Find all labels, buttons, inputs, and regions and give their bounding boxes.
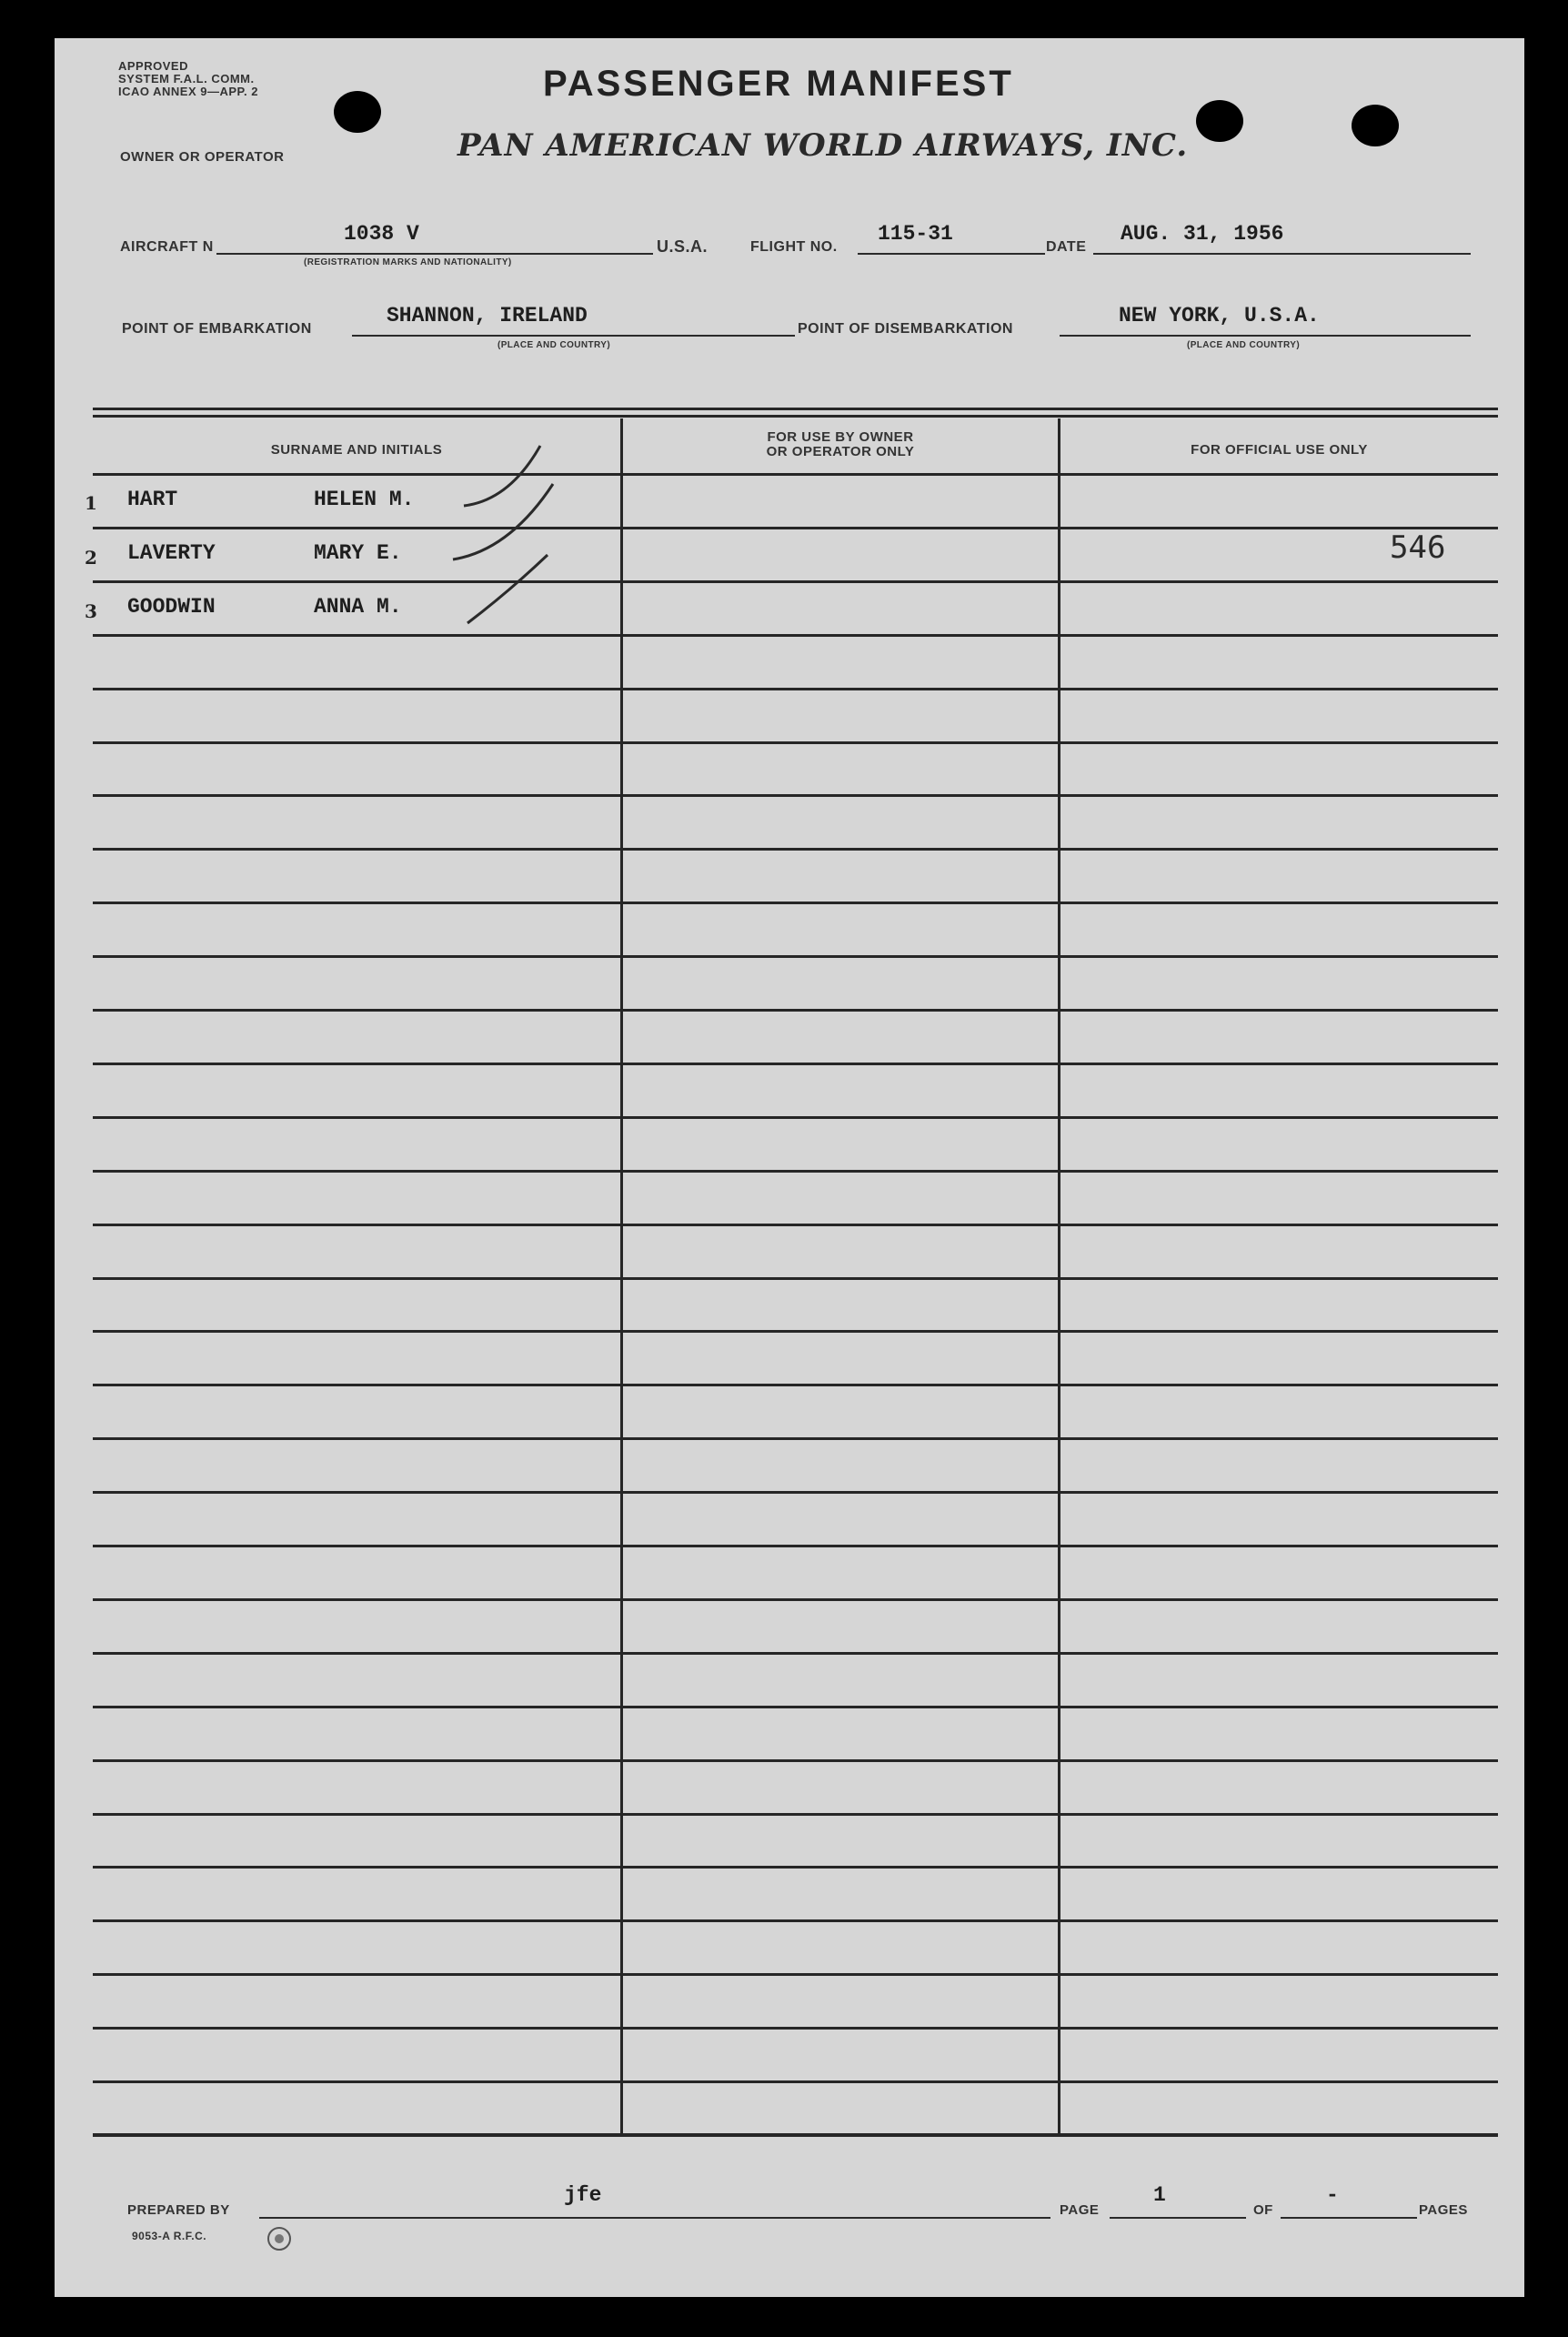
table-rule-line [93, 634, 1498, 637]
pages-label: PAGES [1419, 2202, 1468, 2218]
date-value: AUG. 31, 1956 [1121, 222, 1284, 246]
table-rule-line [93, 1866, 1498, 1869]
embarkation-underline [352, 335, 795, 337]
of-underline [1281, 2217, 1417, 2219]
table-rule-line [93, 1063, 1498, 1065]
col-header-official: FOR OFFICIAL USE ONLY [1191, 442, 1368, 458]
passenger-surname: HART [127, 488, 178, 511]
check-mark-icon [464, 446, 540, 506]
disembarkation-value: NEW YORK, U.S.A. [1119, 304, 1320, 327]
official-use-value: 546 [1390, 529, 1446, 566]
disembarkation-underline [1060, 335, 1471, 337]
table-rule-line [93, 527, 1498, 529]
punch-hole-right-1 [1196, 100, 1243, 142]
of-value: - [1326, 2183, 1339, 2207]
table-rule-line [93, 1437, 1498, 1440]
aircraft-underline [216, 253, 653, 255]
table-rule-line [93, 1545, 1498, 1547]
seal-inner-dot [275, 2234, 284, 2243]
table-rule-line [93, 1706, 1498, 1708]
approval-line-1: APPROVED [118, 59, 188, 73]
embarkation-value: SHANNON, IRELAND [387, 304, 588, 327]
col-header-owner-line2: OR OPERATOR ONLY [766, 444, 915, 459]
col-header-surname: SURNAME AND INITIALS [270, 442, 443, 458]
table-rule-line [93, 1224, 1498, 1226]
approval-line-3: ICAO ANNEX 9—APP. 2 [118, 85, 258, 98]
table-rule-line [93, 580, 1498, 583]
table-rule-line [93, 1170, 1498, 1173]
check-marks [446, 437, 573, 637]
passenger-given-name: ANNA M. [314, 595, 402, 619]
form-title: PASSENGER MANIFEST [543, 64, 1014, 104]
of-label: OF [1253, 2202, 1273, 2218]
table-rule-line [93, 1277, 1498, 1280]
check-mark-icon [453, 484, 553, 559]
table-rule-line [93, 1598, 1498, 1601]
owner-label: OWNER OR OPERATOR [120, 149, 285, 165]
passenger-given-name: HELEN M. [314, 488, 415, 511]
embarkation-label: POINT OF EMBARKATION [122, 321, 312, 337]
row-number: 2 [85, 547, 97, 569]
prepared-by-underline [259, 2217, 1050, 2219]
table-rule-line [93, 688, 1498, 690]
manifest-sheet [55, 38, 1524, 2297]
table-rule-line [93, 1973, 1498, 1976]
table-rule-line [93, 1919, 1498, 1922]
table-rule-line [93, 1491, 1498, 1494]
table-top-rule [93, 408, 1498, 410]
page-underline [1110, 2217, 1246, 2219]
row-number: 3 [85, 600, 97, 622]
prepared-by-value: jfe [564, 2183, 602, 2207]
flight-value: 115-31 [878, 222, 953, 246]
table-top-rule-2 [93, 415, 1498, 418]
table-rule-line [93, 794, 1498, 797]
table-rule-line [93, 2080, 1498, 2083]
table-rule-line [93, 848, 1498, 851]
row-number: 1 [85, 492, 97, 514]
passenger-given-name: MARY E. [314, 541, 402, 565]
date-label: DATE [1046, 239, 1087, 255]
page-value: 1 [1153, 2183, 1166, 2207]
punch-hole-left [334, 91, 381, 133]
usa-label: U.S.A. [657, 237, 709, 256]
column-divider-2 [1058, 418, 1060, 2133]
prepared-by-label: PREPARED BY [127, 2202, 230, 2218]
table-bottom-rule [93, 2133, 1498, 2137]
table-rule-line [93, 1652, 1498, 1655]
column-divider-1 [620, 418, 623, 2133]
aircraft-label: AIRCRAFT N [120, 239, 214, 255]
form-number: 9053-A R.F.C. [132, 2230, 207, 2242]
approval-line-2: SYSTEM F.A.L. COMM. [118, 72, 255, 86]
passenger-surname: LAVERTY [127, 541, 216, 565]
disembarkation-label: POINT OF DISEMBARKATION [798, 321, 1013, 337]
table-rule-line [93, 1009, 1498, 1012]
table-rule-line [93, 473, 1498, 476]
page-label: PAGE [1060, 2202, 1100, 2218]
date-underline [1093, 253, 1471, 255]
owner-value: PAN AMERICAN WORLD AIRWAYS, INC. [457, 127, 1189, 164]
table-rule-line [93, 955, 1498, 958]
aircraft-value: 1038 V [344, 222, 419, 246]
table-rule-line [93, 1384, 1498, 1386]
table-rule-line [93, 1116, 1498, 1119]
table-rule-line [93, 2027, 1498, 2030]
check-mark-icon [467, 555, 548, 623]
passenger-surname: GOODWIN [127, 595, 216, 619]
aircraft-sub: (REGISTRATION MARKS AND NATIONALITY) [304, 257, 512, 267]
disembarkation-sub: (PLACE AND COUNTRY) [1187, 340, 1301, 350]
union-bug-seal [266, 2225, 293, 2252]
punch-hole-right-2 [1352, 105, 1399, 146]
embarkation-sub: (PLACE AND COUNTRY) [498, 340, 611, 350]
table-rule-line [93, 902, 1498, 904]
flight-label: FLIGHT NO. [750, 239, 838, 255]
table-rule-line [93, 1330, 1498, 1333]
table-rule-line [93, 1813, 1498, 1816]
table-rule-line [93, 741, 1498, 744]
col-header-owner-line1: FOR USE BY OWNER [767, 429, 914, 445]
flight-underline [858, 253, 1045, 255]
table-rule-line [93, 1759, 1498, 1762]
